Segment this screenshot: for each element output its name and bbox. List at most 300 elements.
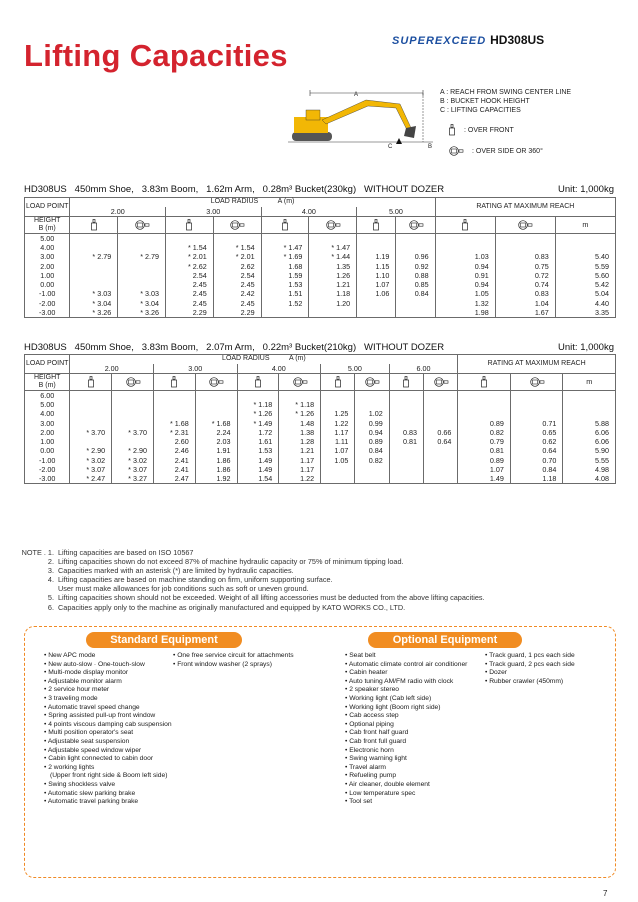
capacity-cell: 0.88 xyxy=(396,271,435,280)
capacity-cell xyxy=(70,280,118,289)
capacity-cell xyxy=(389,418,423,427)
capacity-cell: * 1.26 xyxy=(279,409,321,418)
table-row xyxy=(25,299,616,308)
capacity-cell: 1.32 xyxy=(435,299,495,308)
capacity-cell: 1.91 xyxy=(195,446,237,455)
capacity-cell xyxy=(424,446,458,455)
capacity-cell xyxy=(118,233,166,243)
capacity-cell: * 2.79 xyxy=(118,252,166,261)
capacity-cell xyxy=(112,409,154,418)
table-row xyxy=(25,428,616,437)
capacity-cell: * 1.47 xyxy=(261,243,309,252)
capacity-cell: * 1.69 xyxy=(261,252,309,261)
capacity-cell: 1.49 xyxy=(237,465,279,474)
capacity-cell: 1.35 xyxy=(309,261,357,270)
capacity-cell: 1.51 xyxy=(261,289,309,298)
capacity-cell: 4.98 xyxy=(563,465,616,474)
table-row xyxy=(25,289,616,298)
capacity-cell xyxy=(70,409,112,418)
capacity-cell: 0.81 xyxy=(458,446,511,455)
capacity-cell: * 3.03 xyxy=(118,289,166,298)
capacity-cell xyxy=(118,280,166,289)
capacity-cell: * 1.18 xyxy=(237,400,279,409)
legend-a: A : REACH FROM SWING CENTER LINE xyxy=(440,89,572,96)
equipment-item: • 2 service hour meter xyxy=(44,686,110,694)
page-title: Lifting Capacities xyxy=(24,38,288,73)
capacity-cell xyxy=(563,390,616,400)
capacity-cell: 1.49 xyxy=(458,474,511,484)
capacity-cell xyxy=(70,233,118,243)
table-row xyxy=(25,243,616,252)
note-item: 5. Lifting capacities shown should not be exceeded. Weight of all lifting accessories must be deducted from the above lifting capacities. xyxy=(47,593,485,603)
capacity-cell: 2.46 xyxy=(153,446,195,455)
standard-equipment-title: Standard Equipment xyxy=(86,632,242,648)
capacity-cell: 1.07 xyxy=(458,465,511,474)
equipment-item: • 2 working lights xyxy=(44,763,95,771)
reach-unit: m xyxy=(563,373,616,390)
height-cell: 3.00 xyxy=(25,418,70,427)
capacity-cell xyxy=(555,233,615,243)
over-front-icon xyxy=(435,216,495,233)
capacity-cell: 0.94 xyxy=(355,428,389,437)
table-row xyxy=(25,252,616,261)
table2-body xyxy=(25,390,616,483)
capacity-cell: * 3.07 xyxy=(70,465,112,474)
capacity-cell: * 1.18 xyxy=(279,400,321,409)
optional-list-2 xyxy=(485,652,575,686)
capacity-cell xyxy=(112,390,154,400)
radius-col: 3.00 xyxy=(166,207,262,217)
capacity-cell: 0.84 xyxy=(396,289,435,298)
equipment-item: • Travel alarm xyxy=(345,763,386,771)
capacity-cell xyxy=(70,390,112,400)
capacity-cell: 1.17 xyxy=(279,465,321,474)
capacity-cell xyxy=(355,474,389,484)
capacity-cell xyxy=(355,400,389,409)
height-cell: 6.00 xyxy=(25,390,70,400)
capacity-cell: 2.45 xyxy=(166,299,214,308)
equipment-item: • Working light (Boom right side) xyxy=(345,703,441,711)
capacity-cell xyxy=(213,233,261,243)
equipment-item: • Cabin heater xyxy=(345,669,388,677)
equipment-item: • Spring assisted pull-up front window xyxy=(44,712,156,720)
rating-header: RATING AT MAXIMUM REACH xyxy=(435,198,615,217)
note-item: User must make allowances for job conditions such as soft or uneven ground. xyxy=(58,584,309,594)
capacity-cell: * 3.07 xyxy=(112,465,154,474)
capacity-cell xyxy=(261,233,309,243)
capacity-cell: 0.64 xyxy=(510,446,563,455)
height-cell: -2.00 xyxy=(25,465,70,474)
equipment-item: • Cabin light connected to cabin door xyxy=(44,755,154,763)
equipment-item: • Automatic climate control air conditioner xyxy=(345,660,468,668)
capacity-cell: * 2.47 xyxy=(70,474,112,484)
equipment-item: • Automatic slew parking brake xyxy=(44,789,136,797)
load-radius-header: LOAD RADIUS A (m) xyxy=(70,355,458,364)
capacity-cell: * 1.54 xyxy=(213,243,261,252)
capacity-cell: * 2.79 xyxy=(70,252,118,261)
equipment-item: • Air cleaner, double element xyxy=(345,780,430,788)
capacity-cell: * 3.70 xyxy=(70,428,112,437)
equipment-item: • Cab front half guard xyxy=(345,729,409,737)
equipment-item: • Auto tuning AM/FM radio with clock xyxy=(345,677,454,685)
model-name: HD308US xyxy=(490,33,545,47)
capacity-cell xyxy=(563,400,616,409)
capacity-cell: 0.79 xyxy=(458,437,511,446)
capacity-cell: 5.88 xyxy=(563,418,616,427)
capacity-cell: 1.03 xyxy=(435,252,495,261)
equipment-item: • Optional piping xyxy=(345,720,394,728)
capacity-cell xyxy=(396,243,435,252)
capacity-cell xyxy=(389,409,423,418)
table-row xyxy=(25,308,616,318)
brand-logo: SUPEREXCEED xyxy=(392,35,487,47)
capacity-cell xyxy=(424,390,458,400)
capacity-cell: 1.18 xyxy=(510,474,563,484)
equipment-item: • New auto-slow · One-touch-slow xyxy=(44,660,145,668)
capacity-cell: 2.54 xyxy=(166,271,214,280)
equipment-item: • 2 speaker stereo xyxy=(345,686,400,694)
capacity-cell: 1.19 xyxy=(357,252,396,261)
capacity-cell xyxy=(424,474,458,484)
equipment-item: • Seat belt xyxy=(345,652,376,659)
equipment-item: • Rubber crawler (450mm) xyxy=(485,677,564,685)
capacity-cell: 1.17 xyxy=(279,456,321,465)
equipment-item: • Tool set xyxy=(345,798,373,806)
equipment-item: • Adjustable monitor alarm xyxy=(44,677,122,685)
capacity-cell: * 1.44 xyxy=(309,252,357,261)
table-row xyxy=(25,400,616,409)
capacity-cell xyxy=(396,233,435,243)
height-cell: -1.00 xyxy=(25,456,70,465)
height-cell: 5.00 xyxy=(25,400,70,409)
equipment-item: • Cab access step xyxy=(345,712,399,720)
capacity-cell: * 3.02 xyxy=(112,456,154,465)
lifting-table-1 xyxy=(24,197,616,318)
capacity-cell: 1.07 xyxy=(357,280,396,289)
capacity-cell xyxy=(118,271,166,280)
reach-unit: m xyxy=(555,216,615,233)
table-row xyxy=(25,456,616,465)
capacity-cell: * 2.90 xyxy=(70,446,112,455)
capacity-cell: 1.18 xyxy=(309,289,357,298)
height-cell: -3.00 xyxy=(25,474,70,484)
legend-front: : OVER FRONT xyxy=(448,124,514,136)
capacity-cell xyxy=(435,233,495,243)
capacity-cell xyxy=(510,409,563,418)
capacity-cell: 2.03 xyxy=(195,437,237,446)
capacity-cell: 0.89 xyxy=(458,418,511,427)
capacity-cell: 5.40 xyxy=(555,252,615,261)
capacity-cell: 1.38 xyxy=(279,428,321,437)
capacity-cell xyxy=(112,400,154,409)
capacity-cell xyxy=(166,233,214,243)
capacity-cell: 1.05 xyxy=(321,456,355,465)
table2-unit: Unit: 1,000kg xyxy=(558,342,614,353)
capacity-cell xyxy=(118,243,166,252)
rating-header: RATING AT MAXIMUM REACH xyxy=(458,355,616,374)
load-point-header: LOAD POINT xyxy=(25,198,70,217)
over-front-icon xyxy=(237,373,279,390)
capacity-cell: * 3.70 xyxy=(112,428,154,437)
capacity-cell: 0.94 xyxy=(435,261,495,270)
capacity-cell: 5.42 xyxy=(555,280,615,289)
capacity-cell: 1.22 xyxy=(279,474,321,484)
capacity-cell xyxy=(355,390,389,400)
notes xyxy=(21,548,485,612)
capacity-cell: 1.61 xyxy=(237,437,279,446)
height-cell: 1.00 xyxy=(25,271,70,280)
capacity-cell xyxy=(424,400,458,409)
capacity-cell: 0.71 xyxy=(510,418,563,427)
capacity-cell xyxy=(424,456,458,465)
capacity-cell xyxy=(357,233,396,243)
height-cell: 3.00 xyxy=(25,252,70,261)
table-row xyxy=(25,446,616,455)
capacity-cell: 0.64 xyxy=(424,437,458,446)
height-cell: 1.00 xyxy=(25,437,70,446)
capacity-cell xyxy=(510,400,563,409)
capacity-cell: 1.98 xyxy=(435,308,495,318)
equipment-item: • Electronic horn xyxy=(345,746,394,754)
capacity-cell: * 2.01 xyxy=(166,252,214,261)
radius-col: 3.00 xyxy=(153,364,237,374)
equipment-item: • Low temperature spec xyxy=(345,789,416,797)
capacity-cell: 1.05 xyxy=(435,289,495,298)
capacity-cell: 0.72 xyxy=(495,271,555,280)
capacity-cell: 2.45 xyxy=(213,280,261,289)
capacity-cell xyxy=(153,400,195,409)
table-row xyxy=(25,261,616,270)
capacity-cell xyxy=(495,243,555,252)
over-front-icon xyxy=(389,373,423,390)
capacity-cell xyxy=(389,390,423,400)
capacity-cell: 2.62 xyxy=(213,261,261,270)
capacity-cell xyxy=(396,308,435,318)
equipment-item: • Track guard, 1 pcs each side xyxy=(485,652,575,659)
capacity-cell: 0.85 xyxy=(396,280,435,289)
table-row xyxy=(25,474,616,484)
capacity-cell xyxy=(321,390,355,400)
capacity-cell: * 2.31 xyxy=(153,428,195,437)
capacity-cell xyxy=(70,271,118,280)
capacity-cell: 1.04 xyxy=(495,299,555,308)
capacity-cell: 0.82 xyxy=(458,428,511,437)
capacity-cell xyxy=(424,409,458,418)
capacity-cell: 1.21 xyxy=(309,280,357,289)
note-item: 6. Capacities apply only to the machine as originally manufactured and equipped by KATO WORKS CO., LTD. xyxy=(47,602,406,612)
capacity-cell: * 3.04 xyxy=(70,299,118,308)
capacity-cell: * 2.01 xyxy=(213,252,261,261)
capacity-cell: 1.59 xyxy=(261,271,309,280)
radius-col: 2.00 xyxy=(70,364,154,374)
over-front-icon xyxy=(357,216,396,233)
equipment-item: • Track guard, 2 pcs each side xyxy=(485,660,575,668)
table-row xyxy=(25,233,616,243)
capacity-cell: 1.54 xyxy=(237,474,279,484)
equipment-item: • New APC mode xyxy=(44,652,96,659)
capacity-cell: 1.67 xyxy=(495,308,555,318)
capacity-cell: 1.22 xyxy=(321,418,355,427)
capacity-cell xyxy=(424,465,458,474)
capacity-cell: 5.55 xyxy=(563,456,616,465)
capacity-cell: 1.86 xyxy=(195,465,237,474)
optional-list-1 xyxy=(345,652,467,807)
label-a: A xyxy=(354,92,359,98)
legend-c: C : LIFTING CAPACITIES xyxy=(440,107,521,114)
note-item: NOTE . 1. Lifting capacities are based on ISO 10567 xyxy=(21,548,194,557)
legend-definitions xyxy=(440,88,571,115)
over-side-icon xyxy=(279,373,321,390)
table-row xyxy=(25,409,616,418)
capacity-cell xyxy=(70,400,112,409)
height-cell: -2.00 xyxy=(25,299,70,308)
capacity-cell: 1.10 xyxy=(357,271,396,280)
capacity-cell xyxy=(389,446,423,455)
over-front-icon xyxy=(261,216,309,233)
capacity-cell: * 3.26 xyxy=(118,308,166,318)
capacity-cell xyxy=(396,299,435,308)
capacity-cell: 1.02 xyxy=(355,409,389,418)
capacity-cell: 5.90 xyxy=(563,446,616,455)
height-cell: 4.00 xyxy=(25,409,70,418)
page-number: 7 xyxy=(603,889,608,898)
equipment-item: (Upper front right side & Boom left side) xyxy=(50,772,168,780)
capacity-cell: 1.68 xyxy=(261,261,309,270)
radius-col: 4.00 xyxy=(261,207,357,217)
equipment-item: • Automatic travel parking brake xyxy=(44,798,139,806)
capacity-cell: * 3.02 xyxy=(70,456,112,465)
capacity-cell: 2.54 xyxy=(213,271,261,280)
capacity-cell xyxy=(555,243,615,252)
height-cell: 5.00 xyxy=(25,233,70,243)
capacity-cell: 2.60 xyxy=(153,437,195,446)
equipment-item: • Swing warning light xyxy=(345,755,407,763)
capacity-cell: 1.53 xyxy=(261,280,309,289)
capacity-cell: 2.47 xyxy=(153,474,195,484)
capacity-cell: 0.75 xyxy=(495,261,555,270)
capacity-cell: 1.92 xyxy=(195,474,237,484)
capacity-cell: 0.89 xyxy=(458,456,511,465)
over-front-icon xyxy=(166,216,214,233)
equipment-item: • Adjustable speed window wiper xyxy=(44,746,142,754)
capacity-cell xyxy=(153,390,195,400)
capacity-cell: 0.92 xyxy=(396,261,435,270)
capacity-cell: * 3.27 xyxy=(112,474,154,484)
capacity-cell xyxy=(357,243,396,252)
over-side-icon xyxy=(510,373,563,390)
capacity-cell: 1.28 xyxy=(279,437,321,446)
capacity-cell: 0.99 xyxy=(355,418,389,427)
capacity-cell: 1.53 xyxy=(237,446,279,455)
capacity-cell: 1.20 xyxy=(309,299,357,308)
note-item: 3. Capacities marked with an asterisk (*) are limited by hydraulic capacities. xyxy=(47,566,294,576)
capacity-cell: 3.35 xyxy=(555,308,615,318)
equipment-item: • Multi position operator's seat xyxy=(44,729,134,737)
capacity-cell xyxy=(357,308,396,318)
capacity-cell: * 2.62 xyxy=(166,261,214,270)
capacity-cell: 4.08 xyxy=(563,474,616,484)
equipment-item: • 3 traveling mode xyxy=(44,694,98,702)
over-front-icon xyxy=(153,373,195,390)
table1-body xyxy=(25,233,616,317)
capacity-cell: 1.15 xyxy=(357,261,396,270)
icon-row xyxy=(25,373,616,390)
label-c: C xyxy=(388,144,393,150)
capacity-cell xyxy=(112,437,154,446)
height-cell: 0.00 xyxy=(25,280,70,289)
over-side-icon xyxy=(213,216,261,233)
height-cell: -3.00 xyxy=(25,308,70,318)
radius-col: 2.00 xyxy=(70,207,166,217)
capacity-cell: 2.41 xyxy=(153,465,195,474)
capacity-cell xyxy=(321,474,355,484)
height-cell: 2.00 xyxy=(25,261,70,270)
equipment-item: • Multi-mode display monitor xyxy=(44,669,129,677)
capacity-cell xyxy=(389,465,423,474)
capacity-cell: * 3.26 xyxy=(70,308,118,318)
table-row xyxy=(25,437,616,446)
load-radius-header: LOAD RADIUS A (m) xyxy=(70,198,435,207)
over-front-icon xyxy=(321,373,355,390)
capacity-cell: 2.45 xyxy=(166,280,214,289)
table2-title xyxy=(24,342,614,353)
capacity-cell: 1.07 xyxy=(321,446,355,455)
capacity-cell: * 1.49 xyxy=(237,418,279,427)
equipment-item: • Adjustable seat suspension xyxy=(44,737,130,745)
over-side-icon xyxy=(424,373,458,390)
table-row xyxy=(25,465,616,474)
capacity-cell: 5.60 xyxy=(555,271,615,280)
capacity-cell: 6.06 xyxy=(563,437,616,446)
height-cell: 0.00 xyxy=(25,446,70,455)
equipment-item: • Front window washer (2 sprays) xyxy=(173,660,272,668)
equipment-item: • Cab front full guard xyxy=(345,737,407,745)
capacity-cell xyxy=(70,243,118,252)
capacity-cell: * 1.68 xyxy=(195,418,237,427)
capacity-cell: * 2.90 xyxy=(112,446,154,455)
table2-spec: HD308US 450mm Shoe, 3.83m Boom, 2.07m Arm, 0.22m³ Bucket(210kg) WITHOUT DOZER xyxy=(24,342,445,353)
equipment-item: • Working light (Cab left side) xyxy=(345,694,432,702)
capacity-cell: 1.86 xyxy=(195,456,237,465)
capacity-cell: 0.94 xyxy=(435,280,495,289)
over-front-icon xyxy=(458,373,511,390)
equipment-item: • Dozer xyxy=(485,669,508,677)
legend-side: : OVER SIDE OR 360° xyxy=(448,146,543,156)
capacity-cell xyxy=(112,418,154,427)
capacity-cell: 2.29 xyxy=(166,308,214,318)
capacity-cell xyxy=(261,308,309,318)
over-side-icon xyxy=(309,216,357,233)
capacity-cell: 2.45 xyxy=(166,289,214,298)
height-header: HEIGHT B (m) xyxy=(25,373,70,390)
capacity-cell: * 3.04 xyxy=(118,299,166,308)
radius-col: 4.00 xyxy=(237,364,321,374)
capacity-cell: * 1.47 xyxy=(309,243,357,252)
table1-spec: HD308US 450mm Shoe, 3.83m Boom, 1.62m Arm, 0.28m³ Bucket(230kg) WITHOUT DOZER xyxy=(24,184,445,195)
height-cell: -1.00 xyxy=(25,289,70,298)
over-side-icon xyxy=(112,373,154,390)
capacity-cell: 2.24 xyxy=(195,428,237,437)
capacity-cell: 6.06 xyxy=(563,428,616,437)
capacity-cell xyxy=(435,243,495,252)
capacity-cell xyxy=(118,261,166,270)
capacity-cell: 0.82 xyxy=(355,456,389,465)
capacity-cell xyxy=(355,465,389,474)
note-item: 4. Lifting capacities are based on machine standing on firm, uniform supporting surface. xyxy=(47,575,333,585)
capacity-cell xyxy=(70,261,118,270)
capacity-cell: 2.29 xyxy=(213,308,261,318)
capacity-cell xyxy=(237,390,279,400)
